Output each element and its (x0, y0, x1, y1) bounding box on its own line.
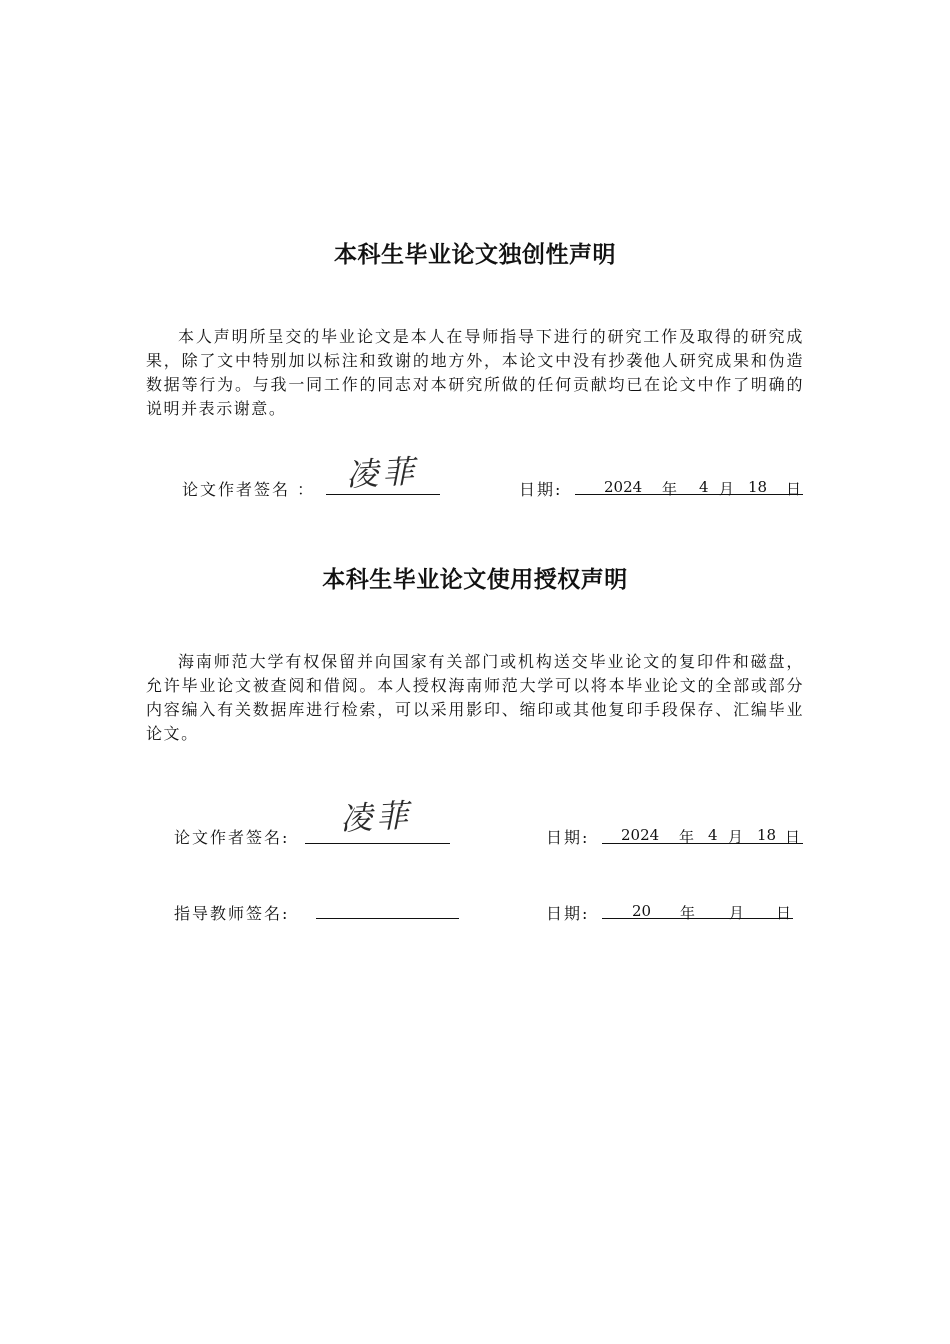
date-label-2: 日期: (546, 828, 590, 847)
date-day-unit-3: 日 (776, 904, 792, 922)
declaration-title: 本科生毕业论文独创性声明 (334, 242, 616, 268)
date-month-unit-1: 月 (719, 480, 735, 498)
date-year-2: 2024 (621, 826, 660, 844)
date-year-3: 20 (632, 902, 652, 920)
date-month-1: 4 (699, 478, 709, 496)
author-signature-line-1 (326, 494, 440, 495)
date-day-unit-2: 日 (785, 828, 801, 846)
date-month-unit-3: 月 (729, 904, 745, 922)
author-signature-2: 凌菲 (339, 796, 414, 838)
date-month-2: 4 (708, 826, 718, 844)
date-line-3 (602, 918, 793, 919)
author-signature-label-2: 论文作者签名: (174, 828, 290, 847)
advisor-signature-label: 指导教师签名: (174, 904, 290, 923)
advisor-signature-line (316, 918, 459, 919)
date-year-unit-2: 年 (679, 828, 695, 846)
author-signature-label: 论文作者签名 ： (182, 480, 316, 499)
date-day-2: 18 (757, 826, 777, 844)
date-label-1: 日期: (519, 480, 563, 499)
date-year-1: 2024 (604, 478, 643, 496)
authorization-title: 本科生毕业论文使用授权声明 (322, 567, 628, 593)
date-year-unit-3: 年 (680, 904, 696, 922)
date-label-3: 日期: (546, 904, 590, 923)
date-year-unit-1: 年 (662, 480, 678, 498)
date-day-unit-1: 日 (786, 480, 802, 498)
declaration-paragraph: 本人声明所呈交的毕业论文是本人在导师指导下进行的研究工作及取得的研究成果，除了文中特别加以标注和致谢的地方外，本论文中没有抄袭他人研究成果和伪造数据等行为。与我一同工作的同志对本研究所做的任何贡献均已在论文中作了明确的说明并表示谢意。 (146, 327, 804, 418)
author-signature-line-2 (305, 843, 450, 844)
date-day-1: 18 (748, 478, 768, 496)
authorization-paragraph: 海南师范大学有权保留并向国家有关部门或机构送交毕业论文的复印件和磁盘，允许毕业论文被查阅和借阅。本人授权海南师范大学可以将本毕业论文的全部或部分内容编入有关数据库进行检索，可以采用影印、缩印或其他复印手段保存、汇编毕业论文。 (146, 652, 804, 743)
author-signature-1: 凌菲 (345, 452, 420, 494)
date-month-unit-2: 月 (728, 828, 744, 846)
